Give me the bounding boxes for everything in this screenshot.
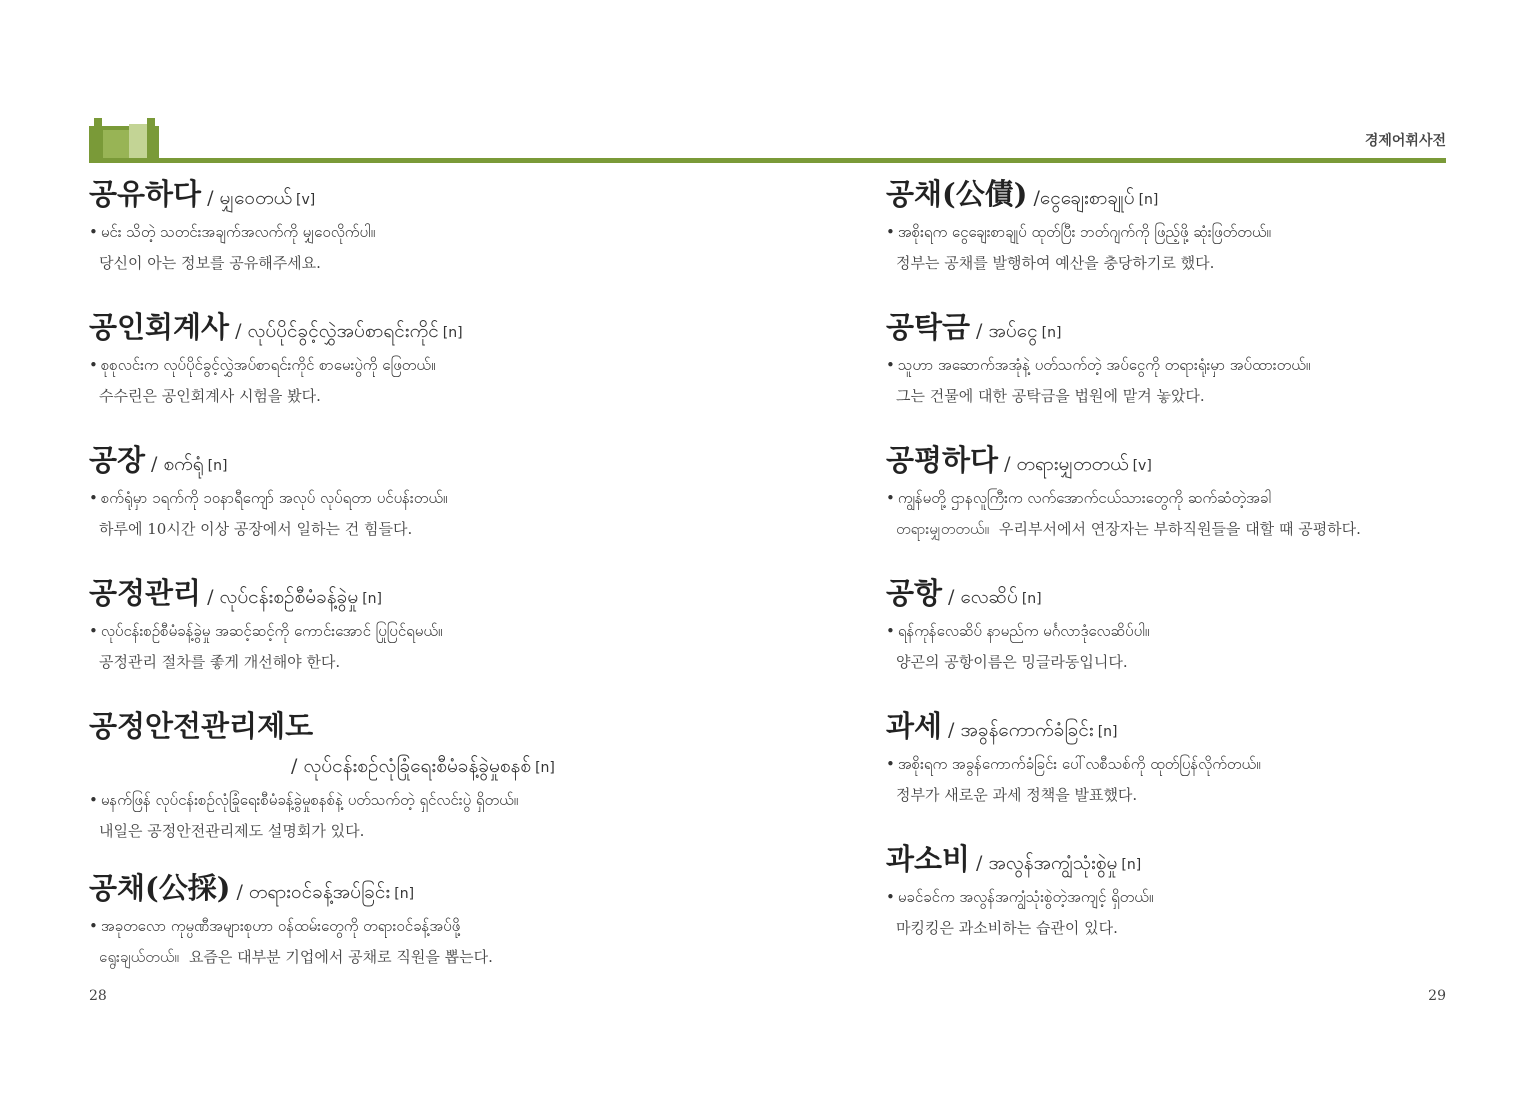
dictionary-entry: [886, 571, 1466, 704]
example-burmese: • အခုတလော ကုမ္ပဏီအများစုဟာ ဝန်ထမ်းတွေကို တရားဝင်ခန့်အပ်ဖို့: [89, 917, 461, 935]
dictionary-entry: [89, 866, 669, 999]
example-korean: 정부가 새로운 과세 정책을 발표했다.: [896, 786, 1138, 804]
headword: 공장: [89, 443, 146, 477]
meaning: / တရားမျှတတယ်: [1004, 453, 1129, 475]
right-column: [886, 172, 1466, 970]
example-continuation: [89, 942, 669, 972]
dictionary-entry: [89, 704, 669, 866]
part-of-speech: [v]: [296, 192, 316, 208]
headword: 공정관리: [89, 576, 202, 610]
part-of-speech: [n]: [362, 591, 382, 607]
part-of-speech: [n]: [442, 325, 463, 341]
decoration-block: [147, 118, 155, 160]
part-of-speech: [n]: [1021, 591, 1042, 607]
book-title: 경제어휘사전: [1364, 133, 1446, 149]
headword: 공채(公採): [89, 871, 231, 905]
meaning: /ငွေချေးစာချုပ်: [1033, 187, 1135, 209]
meaning: / အခွန်ကောက်ခံခြင်း: [948, 719, 1094, 741]
meaning: / စက်ရုံ: [151, 453, 204, 475]
example-burmese: • ကျွန်မတို့ ဌာနလူကြီးက လက်အောက်ငယ်သားတွေကို ဆက်ဆံတဲ့အခါ: [886, 489, 1271, 507]
dictionary-entry: [89, 305, 669, 438]
example-burmese: • အစိုးရက အခွန်ကောက်ခံခြင်း ပေါ်လစီသစ်ကို ထုတ်ပြန်လိုက်တယ်။: [886, 755, 1261, 773]
left-column: [89, 172, 669, 999]
dictionary-entry: [886, 837, 1466, 970]
part-of-speech: [n]: [1138, 192, 1159, 208]
example-korean: 하루에 10시간 이상 공장에서 일하는 건 힘들다.: [99, 520, 413, 538]
headword: 공정안전관리제도: [89, 709, 314, 743]
dictionary-entry: [89, 438, 669, 571]
headword: 과세: [886, 709, 943, 743]
meaning: / မျှဝေတယ်: [207, 187, 293, 209]
part-of-speech: [n]: [394, 886, 415, 902]
part-of-speech: [v]: [1132, 458, 1152, 474]
headword: 과소비: [886, 842, 971, 876]
headword: 공탁금: [886, 310, 971, 344]
example-burmese: • ရန်ကုန်လေဆိပ် နာမည်က မင်္ဂလာဒုံလေဆိပ်ပါ။: [886, 622, 1150, 640]
meaning: / လုပ်ငန်းစဉ်လုံခြုံရေးစီမံခန့်ခွဲမှုစနစ်: [291, 755, 532, 777]
example-burmese: • အစိုးရက ငွေချေးစာချုပ် ထုတ်ပြီး ဘတ်ဂျက်ကို ဖြည့်ဖို့ ဆုံးဖြတ်တယ်။: [886, 223, 1271, 241]
part-of-speech: [n]: [1041, 325, 1062, 341]
example-burmese-continued: ရွေးချယ်တယ်။: [99, 948, 179, 966]
headword: 공항: [886, 576, 943, 610]
example-burmese: • လုပ်ငန်းစဉ်စီမံခန့်ခွဲမှု အဆင့်ဆင့်ကို ကောင်းအောင် ပြုပြင်ရမယ်။: [89, 622, 443, 640]
meaning: / တရားဝင်ခန့်အပ်ခြင်း: [236, 881, 391, 903]
example-korean: 마킹킹은 과소비하는 습관이 있다.: [896, 919, 1118, 937]
example-continuation: [886, 514, 1466, 544]
example-korean: 양곤의 공항이름은 밍글라동입니다.: [896, 653, 1128, 671]
dictionary-entry: [89, 571, 669, 704]
example-burmese: • စက်ရုံမှာ ၁ရက်ကို ၁၀နာရီကျော် အလုပ် လုပ်ရတာ ပင်ပန်းတယ်။: [89, 489, 448, 507]
page-number-right: 29: [1428, 988, 1446, 1004]
part-of-speech: [n]: [535, 760, 555, 776]
part-of-speech: [n]: [1097, 724, 1118, 740]
meaning: / လုပ်ပိုင်ခွင့်လွှဲအပ်စာရင်းကိုင်: [235, 320, 439, 342]
headword: 공유하다: [89, 177, 202, 211]
decoration-block: [129, 124, 147, 160]
dictionary-entry: [886, 438, 1466, 571]
dictionary-entry: [89, 172, 669, 305]
headword: 공평하다: [886, 443, 999, 477]
meaning: / အလွန်အကျွံသုံးစွဲမှု: [976, 852, 1118, 874]
example-korean: 요즘은 대부분 기업에서 공채로 직원을 뽑는다.: [188, 948, 493, 966]
example-korean: 공정관리 절차를 좋게 개선해야 한다.: [99, 653, 341, 671]
example-korean: 우리부서에서 연장자는 부하직원들을 대할 때 공평하다.: [999, 520, 1361, 538]
example-burmese-continued: တရားမျှတတယ်။: [896, 520, 990, 538]
example-burmese: • မခင်ခင်က အလွန်အကျွံသုံးစွဲတဲ့အကျင့် ရှိတယ်။: [886, 888, 1154, 906]
meaning: / လုပ်ငန်းစဉ်စီမံခန့်ခွဲမှု: [207, 586, 359, 608]
decoration-block: [94, 118, 102, 160]
example-burmese: • မနက်ဖြန် လုပ်ငန်းစဉ်လုံခြုံရေးစီမံခန့်ခွဲမှုစနစ်နဲ့ ပတ်သက်တဲ့ ရှင်လင်းပွဲ ရှိတယ်။: [89, 791, 519, 809]
decoration-block: [103, 130, 129, 160]
part-of-speech: [n]: [207, 458, 228, 474]
header-decoration: [89, 118, 159, 160]
page-number-left: 28: [89, 988, 107, 1004]
example-burmese: • စုစုလင်းက လုပ်ပိုင်ခွင့်လွှဲအပ်စာရင်းကိုင် စာမေးပွဲကို ဖြေတယ်။: [89, 356, 436, 374]
header-rule: [89, 158, 1446, 163]
example-korean: 그는 건물에 대한 공탁금을 법원에 맡겨 놓았다.: [896, 387, 1205, 405]
headword: 공인회계사: [89, 310, 230, 344]
example-korean: 수수린은 공인회계사 시험을 봤다.: [99, 387, 321, 405]
headword: 공채(公債): [886, 177, 1028, 211]
dictionary-entry: [886, 172, 1466, 305]
example-burmese: • မင်း သိတဲ့ သတင်းအချက်အလက်ကို မျှဝေလိုက်ပါ။: [89, 223, 376, 241]
meaning: / လေဆိပ်: [948, 586, 1018, 608]
dictionary-entry: [886, 305, 1466, 438]
example-korean: 당신이 아는 정보를 공유해주세요.: [99, 254, 321, 272]
part-of-speech: [n]: [1121, 857, 1142, 873]
example-burmese: • သူဟာ အဆောက်အအုံနဲ့ ပတ်သက်တဲ့ အပ်ငွေကို တရားရုံးမှာ အပ်ထားတယ်။: [886, 356, 1311, 374]
meaning: / အပ်ငွေ: [976, 320, 1038, 342]
example-korean: 내일은 공정안전관리제도 설명회가 있다.: [99, 822, 365, 840]
example-korean: 정부는 공채를 발행하여 예산을 충당하기로 했다.: [896, 254, 1215, 272]
dictionary-entry: [886, 704, 1466, 837]
